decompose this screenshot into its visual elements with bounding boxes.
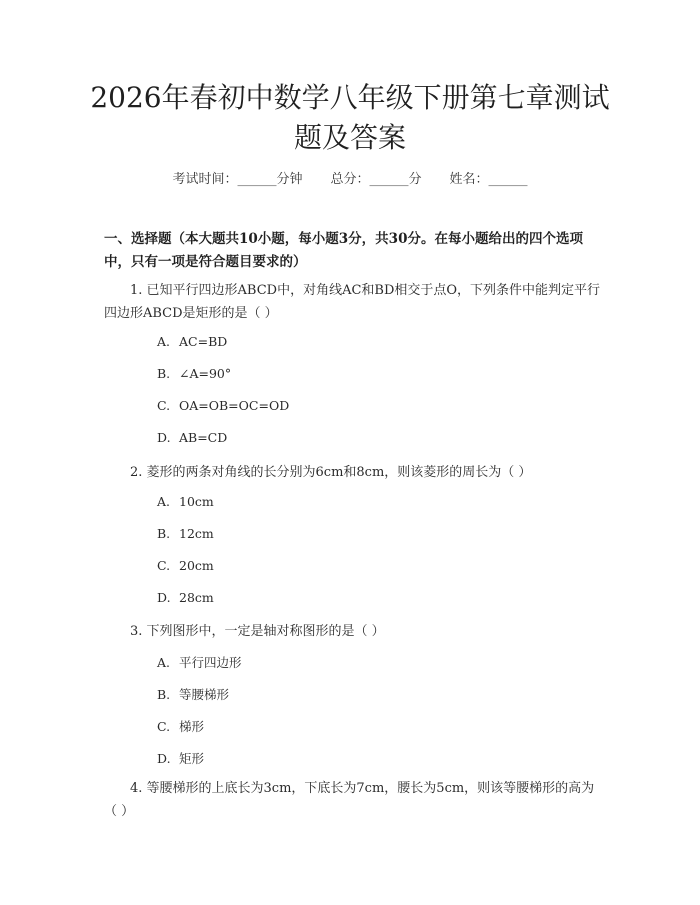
option-1a: A. AC=BD xyxy=(157,334,228,349)
question-text: 1. 已知平行四边形ABCD中，对角线AC和BD相交于点O，下列条件中能判定平行四边形ABCD是矩形的是（ ） xyxy=(104,283,601,321)
question-text: 4. 等腰梯形的上底长为3cm，下底长为7cm，腰长为5cm，则该等腰梯形的高为（ ） xyxy=(104,781,595,819)
question-text: 3. 下列图形中，一定是轴对称图形的是（ ） xyxy=(130,624,385,639)
option-3b: B. 等腰梯形 xyxy=(157,687,230,702)
option-2a: A. 10cm xyxy=(157,494,214,509)
student-name: 姓名：______ xyxy=(449,172,528,187)
option-3c: C. 梯形 xyxy=(157,719,205,734)
section-heading: 一、选择题（本大题共10小题，每小题3分，共30分。在每小题给出的四个选项中，只有一项是符合题目要求的） xyxy=(104,231,583,270)
option-1d: D. AB=CD xyxy=(157,430,228,445)
question-1 xyxy=(104,279,604,325)
option-3d: D. 矩形 xyxy=(157,751,205,766)
question-3 xyxy=(104,620,604,643)
page-title: 2026年春初中数学八年级下册第七章测试题及答案 xyxy=(90,81,610,154)
question-4 xyxy=(104,777,604,823)
option-2b: B. 12cm xyxy=(157,526,214,541)
exam-info xyxy=(0,168,700,187)
exam-score: 总分：______分 xyxy=(330,172,422,187)
question-2 xyxy=(104,461,604,484)
option-2c: C. 20cm xyxy=(157,558,214,573)
question-text: 2. 菱形的两条对角线的长分别为6cm和8cm，则该菱形的周长为（ ） xyxy=(130,465,532,480)
option-1c: C. OA=OB=OC=OD xyxy=(157,398,290,413)
option-1b: B. ∠A=90° xyxy=(157,366,232,381)
exam-time: 考试时间：______分钟 xyxy=(172,172,303,187)
option-3a: A. 平行四边形 xyxy=(157,655,242,670)
option-2d: D. 28cm xyxy=(157,590,214,605)
